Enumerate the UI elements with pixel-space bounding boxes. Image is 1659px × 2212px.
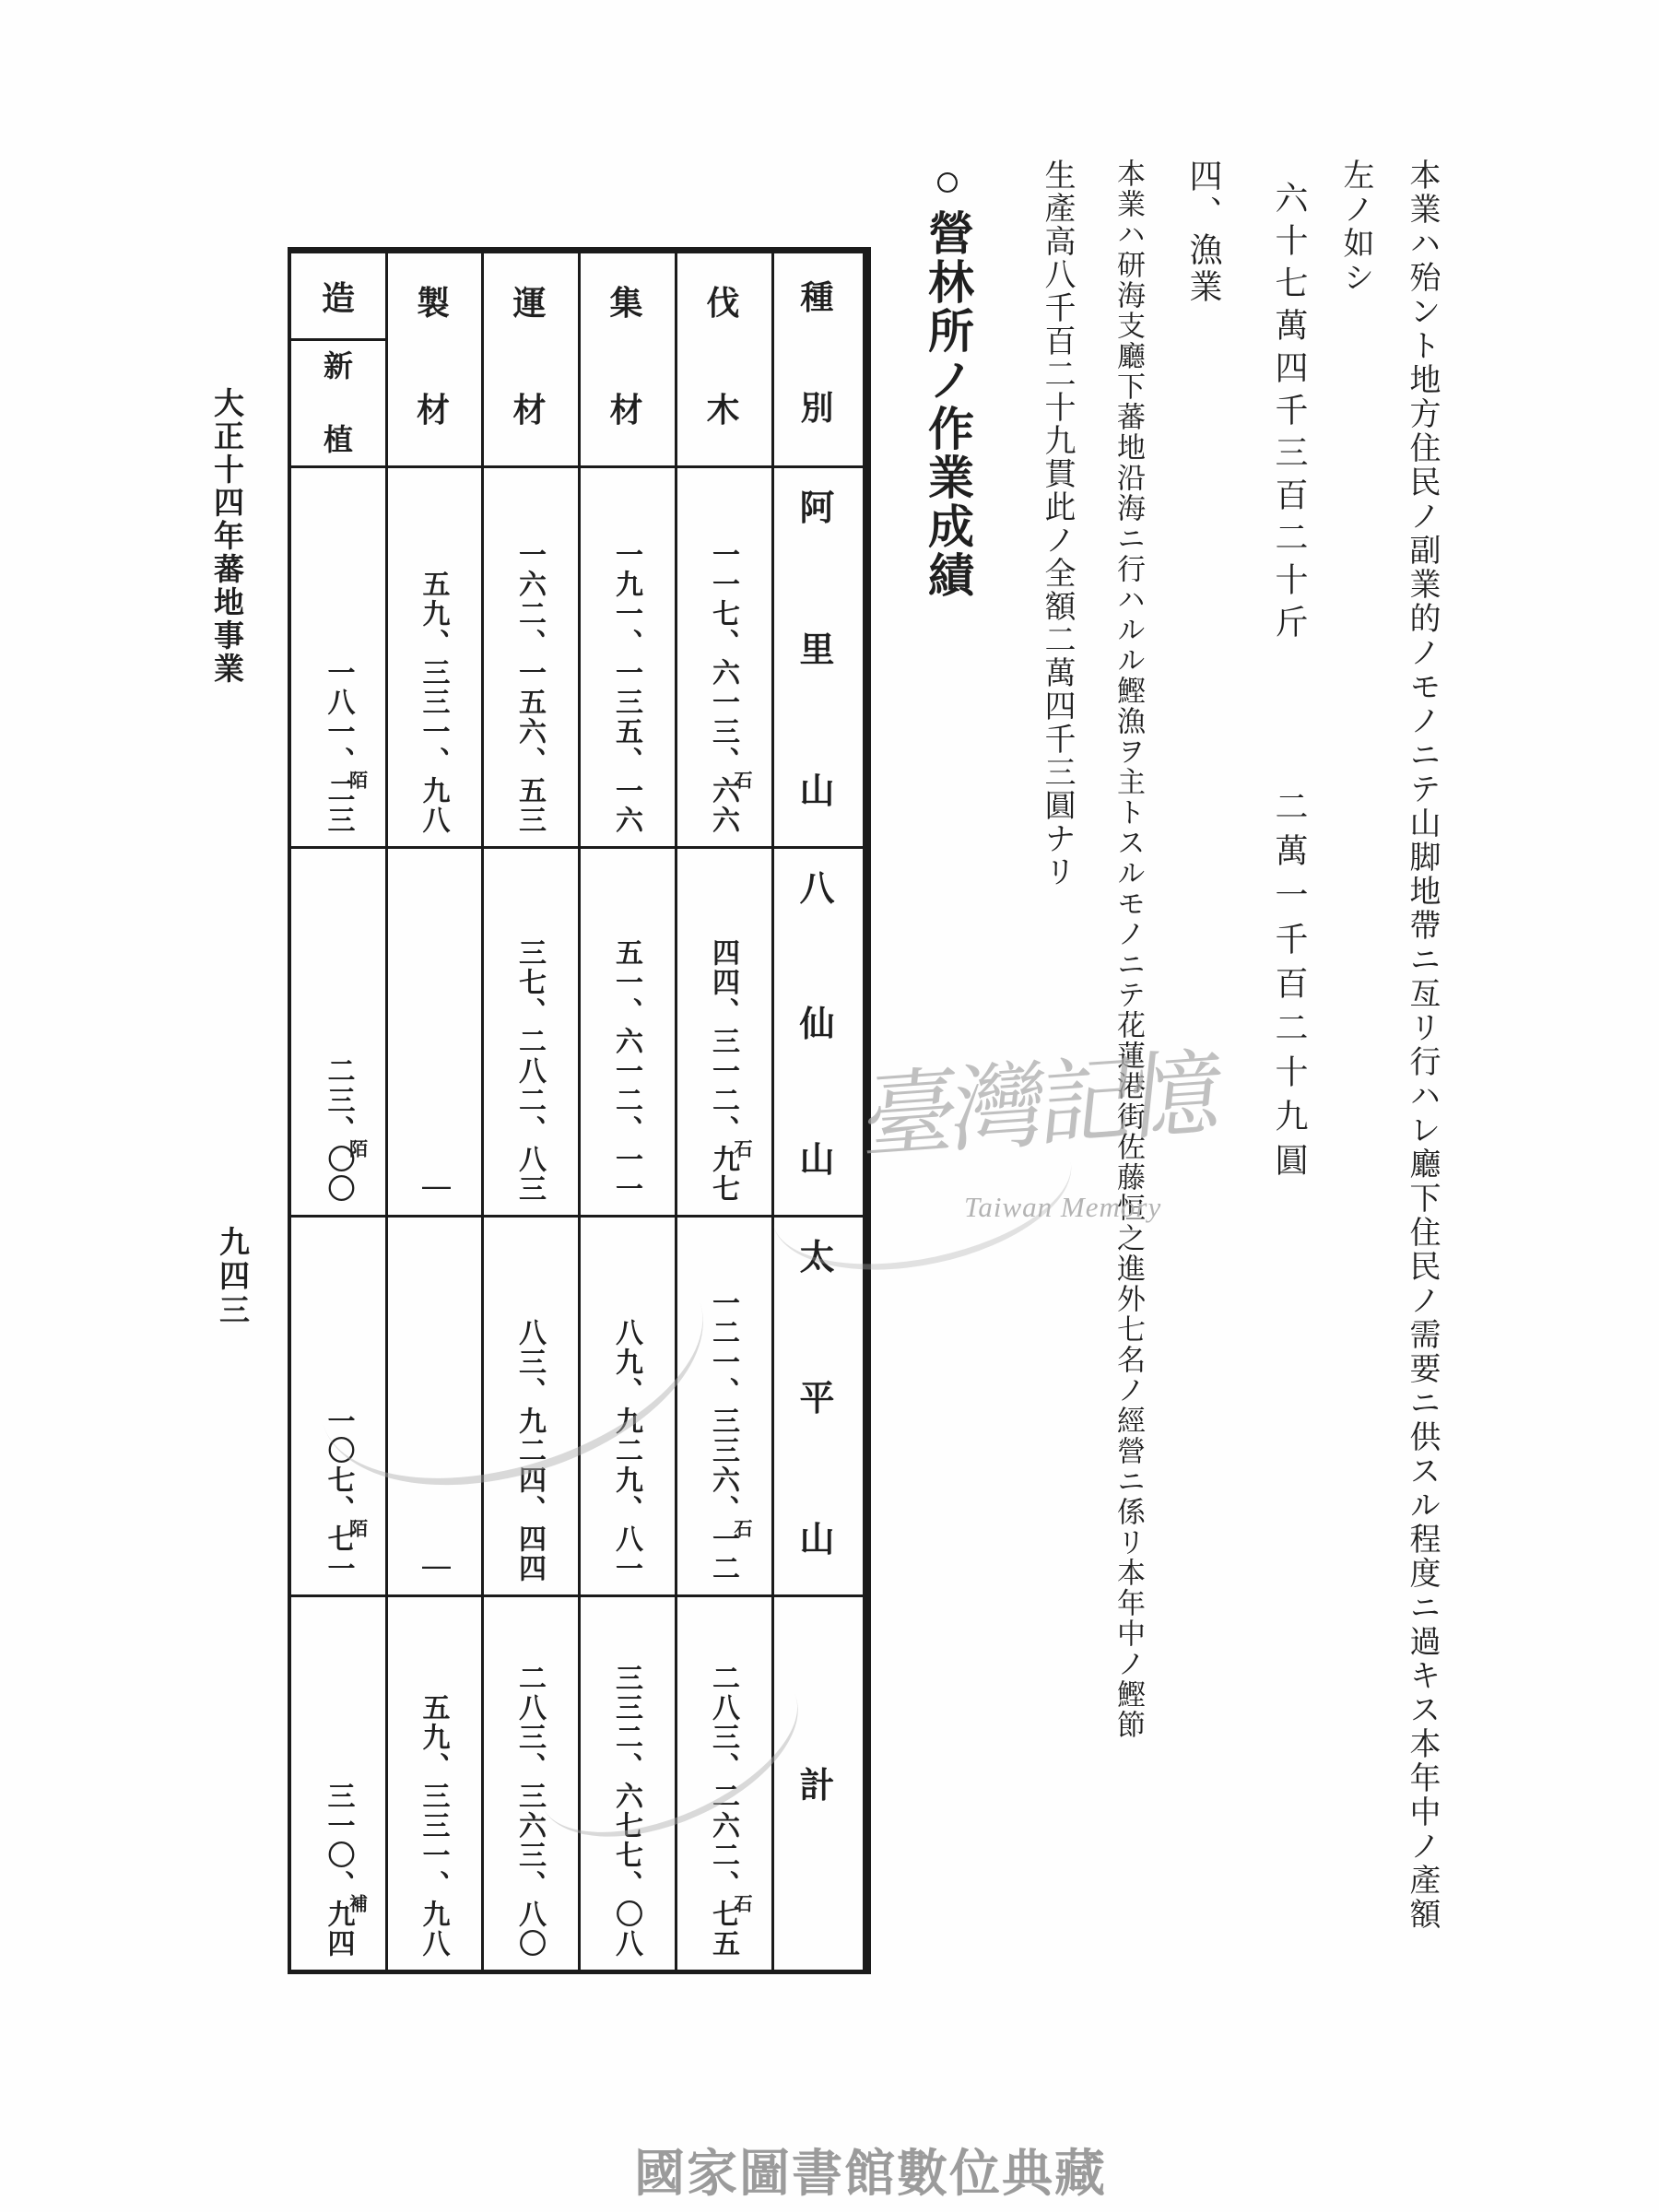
cell-yarding-taiheizan: 八九、九二九、八一 xyxy=(611,1318,641,1583)
label-char: 運 xyxy=(512,285,547,322)
label-char: 木 xyxy=(706,392,740,429)
label-char: 新 xyxy=(323,349,353,382)
cell-yarding-arisan: 一九一、一三五、一六 xyxy=(611,540,641,835)
label-char: 仙 xyxy=(799,1006,835,1044)
header-new-planting xyxy=(291,338,385,465)
row-label-arisan xyxy=(771,465,863,846)
label-char: 山 xyxy=(799,772,835,811)
cell-transport-arisan: 一六二、一五六、五三 xyxy=(514,540,545,835)
label-char: 種 xyxy=(800,279,834,316)
cell-planting-total: 三一〇、補九四 xyxy=(323,1782,367,1959)
cell-planting-arisan: 一八一、陌二三 xyxy=(323,658,367,835)
cell-felling-hassenzan: 四四、三一二、石九七 xyxy=(708,938,751,1204)
label-char: 里 xyxy=(799,630,835,670)
cell-sawing-arisan: 五九、三三一、九八 xyxy=(418,570,449,835)
paragraph-forestry-byproducts: 本業ハ殆ント地方住民ノ副業的ノモノニテ山脚地帶ニ亙リ行ハレ廳下住民ノ需要ニ供スル程度ニ過キス本年中ノ產額 xyxy=(1405,159,1439,1932)
header-yarding xyxy=(578,253,675,465)
label-char: 阿 xyxy=(799,489,835,528)
cell-planting-hassenzan: 二三、陌〇〇 xyxy=(323,1056,367,1204)
label-char: 材 xyxy=(512,392,547,429)
cell-transport-hassenzan: 三七、二八二、八三 xyxy=(514,938,545,1204)
cell-yarding-hassenzan: 五一、六一二、一一 xyxy=(611,938,641,1204)
amount-catties: 六十七萬四千三百二十斤 xyxy=(1271,181,1308,647)
header-category xyxy=(771,253,863,465)
label-char: 製 xyxy=(416,285,450,322)
label-char: 材 xyxy=(609,392,643,429)
paragraph-fishery-output: 生產高八千百二十九貫此ノ全額二萬四千三圓ナリ xyxy=(1040,159,1074,888)
margin-era: 大正十四年 xyxy=(209,387,242,553)
watermark-script-logo: 臺灣記憶 xyxy=(858,1038,1223,1174)
cell-transport-taiheizan: 八三、九二四、四四 xyxy=(514,1318,545,1583)
margin-category: 蕃地事業 xyxy=(209,553,242,686)
cell-felling-arisan: 一一七、六一三、石六六 xyxy=(708,540,751,835)
header-afforestation xyxy=(291,253,385,338)
page-number: 九四三 xyxy=(215,1226,248,1328)
header-felling xyxy=(675,253,771,465)
label-char: 植 xyxy=(323,423,353,456)
watermark-latin-label: Taiwan Memory xyxy=(964,1191,1162,1223)
phrase-as-follows: 左ノ如シ xyxy=(1338,159,1372,295)
footer-archive-caption: 國家圖書館數位典藏 xyxy=(634,2146,1108,2202)
label-char: 八 xyxy=(799,870,835,909)
row-label-total xyxy=(771,1594,863,1970)
row-label-taiheizan xyxy=(771,1215,863,1594)
header-sawing xyxy=(385,253,481,465)
label-char: 伐 xyxy=(706,285,740,322)
label-char: 山 xyxy=(799,1141,835,1180)
cell-felling-total: 二八三、二六二、石七五 xyxy=(708,1664,751,1959)
amount-yen: 二萬一千百二十九圓 xyxy=(1271,789,1308,1187)
cell-sawing-total: 五九、三三一、九八 xyxy=(418,1693,449,1959)
cell-sawing-taiheizan: ｜ xyxy=(418,1554,449,1583)
label-char: 集 xyxy=(609,285,643,322)
margin-edition-label xyxy=(205,387,248,686)
label-char: 平 xyxy=(799,1380,835,1418)
header-transport xyxy=(481,253,578,465)
label-char: 別 xyxy=(800,390,834,427)
cell-yarding-total: 三三二、六七七、〇八 xyxy=(611,1664,641,1959)
paragraph-fishery: 本業ハ研海支廳下蕃地沿海ニ行ハルル鰹漁ヲ主トスルモノニテ花蓮港街佐藤恒之進外七名ノ經營ニ係リ本年中ノ鰹節 xyxy=(1112,159,1145,1740)
label-char: 材 xyxy=(416,392,450,429)
label-char: 造 xyxy=(321,279,355,317)
cell-sawing-hassenzan: ｜ xyxy=(418,1174,449,1204)
section-heading-fishery: 四、漁業 xyxy=(1185,159,1222,306)
label-char: 計 xyxy=(799,1767,835,1806)
cell-planting-taiheizan: 一〇七、陌七一 xyxy=(323,1406,367,1583)
main-heading-forestry-results: ○營林所ノ作業成績 xyxy=(922,155,973,600)
label-char: 山 xyxy=(799,1521,835,1559)
cell-transport-total: 二八三、三六三、八〇 xyxy=(514,1664,545,1959)
label-char: 太 xyxy=(799,1239,835,1277)
cell-felling-taiheizan: 一二一、三三六、石一二 xyxy=(708,1288,751,1583)
